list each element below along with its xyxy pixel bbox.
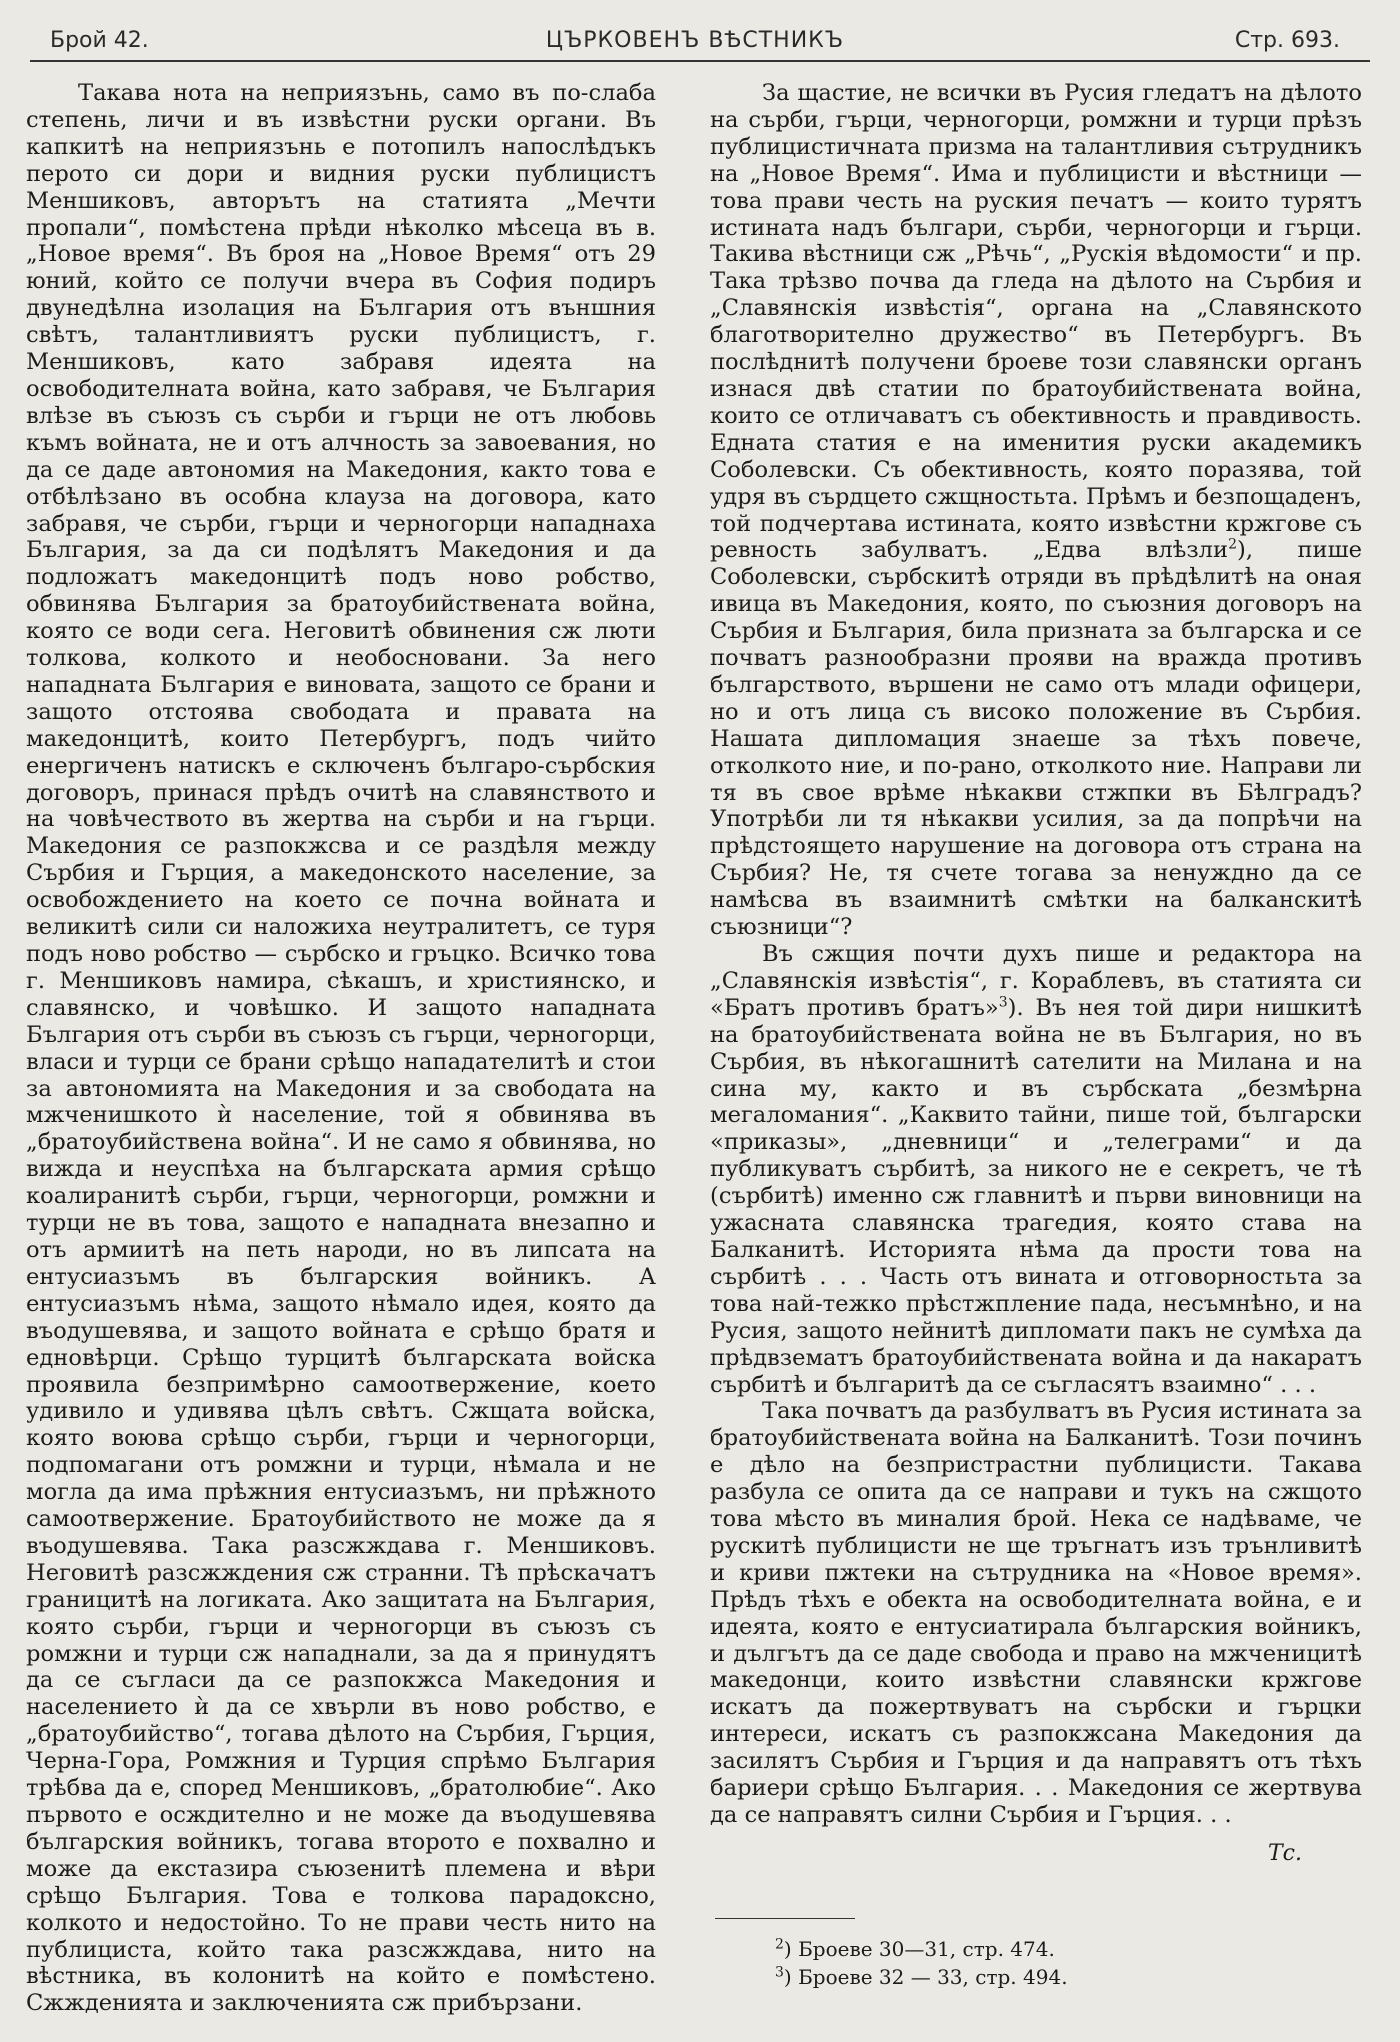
footnote-marker: 3 xyxy=(775,1964,784,1981)
article-paragraph: Така почватъ да разбулватъ въ Русия истината за братоубийствената война на Балканитѣ. Този починъ е дѣло на безпристрастни публицисти. Такава разбула се опита да се направи и тукъ на сжщото това мѣсто въ миналия брой. Нека се надѣваме, че рускитѣ публицисти не ще тръгнатъ изъ трънливитѣ и криви пжтеки на сътрудника на «Новое время». Прѣдъ тѣхъ е обекта на освободителната война, е и идеята, която е ентусиатирала българския войникъ, и дългътъ да се даде свобода и право на мжченицитѣ македонци, които извѣстни славянски кржгове искатъ да пожертвуватъ на сърбски и гърцки интереси, искатъ съ разпокжсана Македония да засилятъ Сърбия и Гърция и да направятъ отъ тѣхъ бариери срѣщо България. . . Македония се жертвува да се направятъ силни Сърбия и Гърция. . . xyxy=(710,1398,1362,1828)
footnote-marker: 3 xyxy=(998,994,1008,1011)
paragraph-text: ). Въ нея той дири нишкитѣ на братоубийствената война не въ България, но въ Сърбия, въ нѣкогашнитѣ сателити на Милана и на сина му, както и въ сърбската „безмѣрна мегаломания“. „Каквито тайни, пише той, български «приказы», „дневници“ и „телеграми“ и да публикуватъ сърбитѣ, за никого не е секретъ, че тѣ (сърбитѣ) именно сж главнитѣ и първи виновници на ужасната славянска трагедия, която става на Балканитѣ. Историята нѣма да прости това на сърбитѣ . . . Часть отъ вината и отговорностьта за това най-тежко прѣстжпление пада, несъмнѣно, и на Русия, защото нейнитѣ дипломати пакъ не сумѣха да прѣдвзематъ братоубийствената война и да накаратъ сърбитѣ и българитѣ да се съгласятъ взаимно“ . . . xyxy=(710,994,1362,1398)
newspaper-title: ЦЪРКОВЕНЪ ВѢСТНИКЪ xyxy=(545,28,845,53)
footnote xyxy=(775,1963,1068,1991)
paragraph-text: Въ сжщия почти духъ пише и редактора на „Славянскія извѣстія“, г. Кораблевъ, въ статията си «Братъ противъ братъ» xyxy=(710,941,1362,1021)
header-rule xyxy=(30,60,1370,62)
footnote-text: ) Броеве 32 — 33, стр. 494. xyxy=(783,1965,1068,1989)
footnote xyxy=(775,1935,1068,1963)
left-column xyxy=(26,80,656,2017)
article-paragraph: Такава нота на неприязънь, само въ по-слаба степень, личи и въ извѣстни руски органи. Въ капкитѣ на неприязънь е потопилъ напослѣдъкъ перото си дори и видния руски публицистъ Меншиковъ, авторътъ на статията „Мечти пропали“, помѣстена прѣди нѣколко мѣсеца въ в. „Новое время“. Въ броя на „Новое Время“ отъ 29 юний, който се получи вчера въ София подиръ двунедѣлна изолация на България отъ външния свѣтъ, талантливиятъ руски публицистъ, г. Меншиковъ, като забравя идеята на освободителната война, като забравя, че България влѣзе въ съюзъ съ сърби и гърци не отъ любовь къмъ войната, не и отъ алчность за завоевания, но да се даде автономия на Македония, както това е отбѣлѣзано въ особна клаузa на договора, като забравя, че сърби, гърци и черногорци нападнаха България, за да си подѣлятъ Македония и да подложатъ македонцитѣ подъ ново робство, обвинява България за братоубийствената война, която се води сега. Неговитѣ обвинения сж люти толкова, колкото и необосновани. За него нападната България е виновата, защото се брани и защото отстоява свободата и правата на македонцитѣ, които Петербургъ, подъ чийто енергиченъ натискъ е сключенъ българо-сърбския договоръ, принася прѣдъ очитѣ на славянството и на човѣчеството въ жертва на сърби и на гърци. Македония се разпокжсва и се раздѣля между Сърбия и Гърция, а македонското население, за освобождението на което се почна войната и великитѣ сили си наложиха неутралитетъ, се туря подъ ново робство — сърбско и гръцко. Всичко това г. Меншиковъ намира, сѣкашъ, и християнско, и славянско, и човѣшко. И защото нападната България отъ сърби въ съюзъ съ гърци, черногорци, власи и турци се брани срѣщо нападателитѣ и стои за автономията на Македония и за свободата на мжченишкото ѝ население, той я обвинява въ „братоубийствена война“. И не само я обвинява, но вижда и неуспѣха на българската армия срѣщо коалиранитѣ сърби, гърци, черногорци, ромжни и турци не въ това, защото е нападната внезапно и отъ армиитѣ на петь народи, но въ липсата на ентусиазъмъ въ българския войникъ. А ентусиазъмъ нѣма, защото нѣмало идея, която да въодушевява, и защото войната е срѣщо братя и едновѣрци. Срѣщо турцитѣ българската войска проявила безпримѣрно самоотвержение, което удивило и удивява цѣлъ свѣтъ. Сжщата войска, която воюва срѣщо сърби, гърци и черногорци, подпомагани отъ ромжни и турци, нѣмала и не могла да има прѣжния ентусиазъмъ, ни прѣжното самоотвержение. Братоубийството не може да я въодушевява. Така разсжждава г. Меншиковъ. Неговитѣ разсжждения сж странни. Тѣ прѣскачатъ границитѣ на логиката. Ако защитата на България, която сърби, гърци и черногорци въ съюзъ съ ромжни и турци сж нападнали, за да я принудятъ да се съгласи да се разпокжса Македония и населението ѝ да се хвърли въ ново робство, е „братоубийство“, тогава дѣлото на Сърбия, Гърция, Черна-Гора, Ромжния и Турция спрѣмо България трѣбва да е, според Меншиковъ, „братолюбие“. Ако първото е осждително и не може да въодушевява българския войникъ, тогава второто е похвално и може да екстазира съюзенитѣ племена и вѣри срѣщо България. Това е толкова парадоксно, колкото и недостойно. То не прави честь нито на публициста, който така разсжждава, нито на вѣстника, въ колонитѣ на който е помѣстено. Сжжденията и заключенията сж прибързани. xyxy=(26,80,656,2017)
footnotes xyxy=(775,1935,1068,1991)
paragraph-text: ), пише Соболевски, сърбскитѣ отряди въ прѣдѣлитѣ на оная ивица въ Македония, която, по съюзния договоръ на Сърбия и България, била призната за българска и се почватъ разнообразни прояви на вражда противъ българството, вършени не само отъ млади офицери, но и отъ лица съ високо положение въ Сърбия. Нашата дипломация знаеше за тѣхъ повече, отколкото ние, и по-рано, отколкото ние. Направи ли тя въ свое врѣме нѣкакви стжпки въ Бѣлградъ? Употрѣби ли тя нѣкакви усилия, за да попрѣчи на прѣдстоящето нарушение на договора отъ страна на Сърбия? Не, тя счете тогава за ненуждно да се намѣсва въ взаимнитѣ смѣтки на балканскитѣ съюзници“? xyxy=(710,537,1362,941)
issue-number: Брой 42. xyxy=(50,28,149,53)
article-paragraph xyxy=(710,80,1362,941)
right-column xyxy=(710,80,1362,1868)
footnote-marker: 2 xyxy=(1228,536,1238,553)
paragraph-text: За щастие, не всички въ Русия гледатъ на дѣлото на сърби, гърци, черногорци, ромжни и турци прѣзъ публицистичната призма на талантливия сътрудникъ на „Новое Время“. Има и публицисти и вѣстници — това прави честь на руския печатъ — които турятъ истината надъ българи, сърби, черногорци и гърци. Такива вѣстници сж „Рѣчь“, „Рускія вѣдомости“ и пр. Така трѣзво почва да гледа на дѣлото на Сърбия и „Славянскія извѣстія“, органа на „Славянското благотворително дружество“ въ Петербургъ. Въ послѣднитѣ получени броеве този славянски органъ изнася двѣ статии по братоубийствената война, които се отличаватъ съ обективность и правдивость. Едната статия е на именития руски академикъ Соболевски. Съ обективность, която поразява, той удря въ сърдцето сжщностьта. Прѣмъ и безпощаденъ, той подчертава истината, която извѣстни кржгове съ ревность забулватъ. „Едва влѣзли xyxy=(710,80,1362,564)
page-number: Стр. 693. xyxy=(1234,28,1340,53)
footnote-marker: 2 xyxy=(775,1936,784,1953)
running-head xyxy=(40,28,1350,62)
footnote-text: ) Броеве 30—31, стр. 474. xyxy=(783,1937,1055,1961)
footnote-rule xyxy=(715,1918,855,1919)
article-paragraph xyxy=(710,941,1362,1398)
author-signature: Тс. xyxy=(1268,1840,1302,1866)
